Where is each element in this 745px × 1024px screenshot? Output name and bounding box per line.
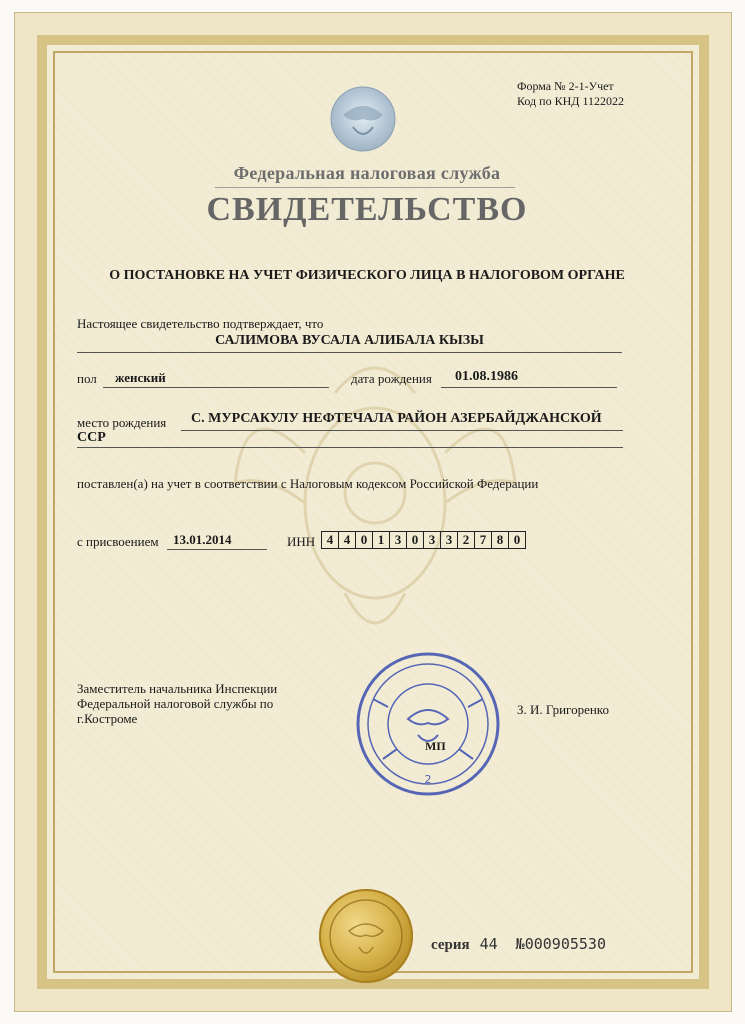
gender-value: женский (115, 370, 166, 385)
inn-digit: 8 (492, 532, 509, 548)
birthplace-underline2 (77, 447, 623, 448)
inn-digit: 0 (513, 532, 521, 547)
form-number: Форма № 2-1-Учет (517, 79, 614, 93)
inn-digit: 3 (441, 532, 458, 548)
official-stamp-icon (353, 649, 503, 799)
inn-digit: 0 (407, 532, 424, 548)
inn-digit: 0 (356, 532, 373, 548)
series-block (431, 935, 606, 954)
gender-label: пол (77, 371, 97, 386)
seal-eagle-icon (319, 889, 413, 983)
certificate-number: №000905530 (515, 935, 606, 953)
position-line3: г.Костроме (77, 711, 138, 726)
birthplace-line2: ССР (77, 430, 106, 445)
inn-digit: 4 (339, 532, 356, 548)
inn-digit: 3 (390, 532, 407, 548)
document-title: СВИДЕТЕЛЬСТВО (206, 191, 528, 228)
signer-name: З. И. Григоренко (517, 702, 609, 717)
series-value: 44 (479, 935, 498, 953)
emblem-hologram-icon (323, 79, 403, 159)
knd-code: Код по КНД 1122022 (517, 94, 624, 108)
inn-digit: 1 (373, 532, 390, 548)
form-code-block (517, 79, 624, 109)
svg-text:2: 2 (424, 773, 432, 786)
stamp-place-mark: МП (425, 739, 446, 753)
agency-underline (215, 187, 515, 188)
name-underline (77, 352, 622, 353)
gender-underline (103, 387, 329, 388)
birthplace-underline1 (181, 430, 623, 431)
dob-value: 01.08.1986 (455, 369, 518, 384)
series-label: серия (431, 937, 470, 953)
dob-label: дата рождения (351, 371, 432, 386)
document-subtitle: О ПОСТАНОВКЕ НА УЧЕТ ФИЗИЧЕСКОГО ЛИЦА В НАЛОГОВОМ ОРГАНЕ (109, 268, 625, 283)
inn-digit: 2 (458, 532, 475, 548)
dob-underline (441, 387, 617, 388)
gold-seal-icon (319, 889, 413, 983)
inn-label: ИНН (287, 534, 316, 549)
position-line1: Заместитель начальника Инспекции (77, 681, 278, 696)
agency-name: Федеральная налоговая служба (233, 163, 501, 183)
signer-position (77, 681, 277, 726)
inn-digit: 3 (424, 532, 441, 548)
position-line2: Федеральной налоговой службы по (77, 696, 274, 711)
confirm-label: Настоящее свидетельство подтверждает, что (77, 316, 324, 331)
birthplace-label: место рождения (77, 415, 167, 430)
assign-label: с присвоением (77, 534, 159, 549)
full-name: САЛИМОВА ВУСАЛА АЛИБАЛА КЫЗЫ (215, 333, 484, 348)
inn-digit: 4 (322, 532, 339, 548)
certificate-sheet (14, 12, 732, 1012)
inn-number (321, 531, 526, 549)
assign-date-underline (167, 549, 267, 550)
registration-text: поставлен(а) на учет в соответствии с Налоговым кодексом Российской Федерации (77, 476, 539, 491)
birthplace-line1: С. МУРСАКУЛУ НЕФТЕЧАЛА РАЙОН АЗЕРБАЙДЖАНСКОЙ (191, 411, 602, 426)
inn-digit: 7 (475, 532, 492, 548)
assign-date: 13.01.2014 (173, 532, 232, 547)
